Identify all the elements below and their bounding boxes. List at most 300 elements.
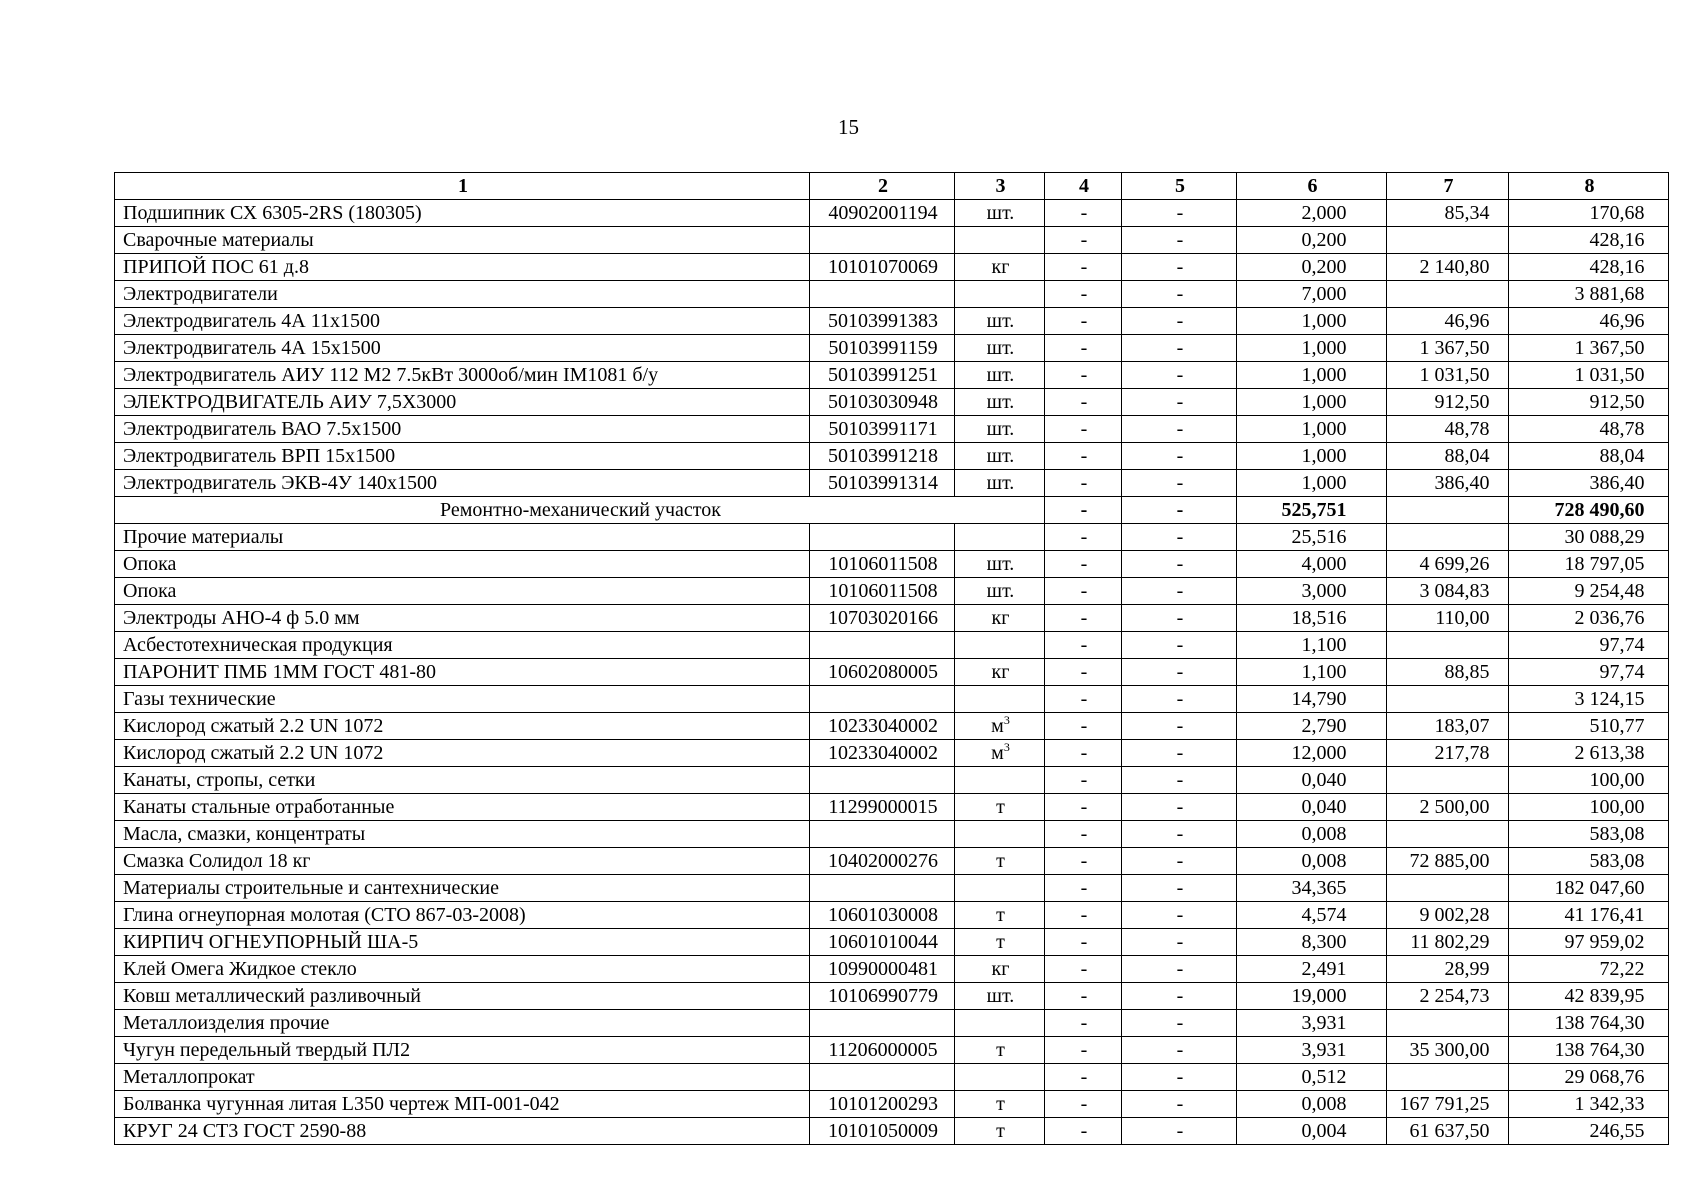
cell-unit: [955, 524, 1045, 551]
cell-code: 50103991218: [810, 443, 955, 470]
page-number: 15: [838, 115, 859, 139]
materials-table: [114, 172, 1669, 1145]
cell-name: Чугун передельный твердый ПЛ2: [115, 1037, 810, 1064]
table-row: [115, 227, 1669, 254]
cell-col4: -: [1045, 254, 1122, 281]
cell-col4: -: [1045, 362, 1122, 389]
cell-price: 4 699,26: [1387, 551, 1509, 578]
cell-sum: 97 959,02: [1509, 929, 1669, 956]
cell-sum: 2 613,38: [1509, 740, 1669, 767]
cell-col4: -: [1045, 1010, 1122, 1037]
unit-text: шт.: [986, 391, 1015, 413]
cell-code: 10101070069: [810, 254, 955, 281]
cell-sum: 30 088,29: [1509, 524, 1669, 551]
cell-price: 2 254,73: [1387, 983, 1509, 1010]
cell-col4: -: [1045, 551, 1122, 578]
cell-name: Электродвигатель 4А 11х1500: [115, 308, 810, 335]
cell-unit: [955, 200, 1045, 227]
cell-name: Электроды АНО-4 ф 5.0 мм: [115, 605, 810, 632]
cell-unit: [955, 848, 1045, 875]
table-row: [115, 605, 1669, 632]
cell-col4: -: [1045, 875, 1122, 902]
cell-sum: 728 490,60: [1509, 497, 1669, 524]
cell-name: Электродвигатель АИУ 112 М2 7.5кВт 3000об/мин IM1081 б/у: [115, 362, 810, 389]
cell-unit: [955, 659, 1045, 686]
unit-text: кг: [991, 256, 1010, 278]
cell-name: ПРИПОЙ ПОС 61 д.8: [115, 254, 810, 281]
unit-text: т: [996, 796, 1005, 818]
table-row: [115, 1064, 1669, 1091]
cell-qty: 1,000: [1237, 470, 1387, 497]
unit-text: м: [991, 742, 1004, 764]
unit-text: шт.: [986, 553, 1015, 575]
col-header-7: 7: [1387, 173, 1509, 200]
cell-col4: -: [1045, 308, 1122, 335]
unit-text: шт.: [986, 985, 1015, 1007]
cell-col4: -: [1045, 983, 1122, 1010]
cell-price: 72 885,00: [1387, 848, 1509, 875]
cell-name: ЭЛЕКТРОДВИГАТЕЛЬ АИУ 7,5Х3000: [115, 389, 810, 416]
cell-sum: 3 124,15: [1509, 686, 1669, 713]
col-header-1: 1: [115, 173, 810, 200]
cell-name: Ковш металлический разливочный: [115, 983, 810, 1010]
cell-name: Электродвигатель 4А 15х1500: [115, 335, 810, 362]
cell-code: 10703020166: [810, 605, 955, 632]
cell-name: Подшипник СХ 6305-2RS (180305): [115, 200, 810, 227]
cell-qty: 1,000: [1237, 389, 1387, 416]
cell-name: Сварочные материалы: [115, 227, 810, 254]
table-body: [115, 200, 1669, 1145]
cell-col5: -: [1122, 254, 1237, 281]
cell-price: 2 500,00: [1387, 794, 1509, 821]
table-row: [115, 632, 1669, 659]
cell-col4: -: [1045, 713, 1122, 740]
table-row: [115, 713, 1669, 740]
cell-price: 88,85: [1387, 659, 1509, 686]
unit-superscript: 3: [1003, 713, 1010, 727]
cell-price: [1387, 821, 1509, 848]
unit-text: т: [996, 1093, 1005, 1115]
cell-qty: 3,000: [1237, 578, 1387, 605]
cell-code: 11206000005: [810, 1037, 955, 1064]
cell-code: [810, 227, 955, 254]
cell-col5: -: [1122, 1118, 1237, 1145]
cell-unit: [955, 470, 1045, 497]
cell-qty: 14,790: [1237, 686, 1387, 713]
unit-text: шт.: [986, 202, 1015, 224]
cell-price: [1387, 497, 1509, 524]
cell-unit: [955, 686, 1045, 713]
cell-unit: [955, 794, 1045, 821]
col-header-4: 4: [1045, 173, 1122, 200]
cell-unit: [955, 308, 1045, 335]
col-header-3: 3: [955, 173, 1045, 200]
cell-sum: 42 839,95: [1509, 983, 1669, 1010]
cell-col5: -: [1122, 983, 1237, 1010]
unit-text: т: [996, 904, 1005, 926]
cell-sum: 18 797,05: [1509, 551, 1669, 578]
cell-col4: -: [1045, 443, 1122, 470]
table-row: [115, 902, 1669, 929]
cell-sum: 912,50: [1509, 389, 1669, 416]
cell-sum: 386,40: [1509, 470, 1669, 497]
cell-col4: -: [1045, 767, 1122, 794]
cell-unit: [955, 821, 1045, 848]
table-row: [115, 740, 1669, 767]
cell-col5: -: [1122, 929, 1237, 956]
cell-unit: [955, 389, 1045, 416]
unit-text: кг: [991, 958, 1010, 980]
table-row: [115, 254, 1669, 281]
cell-code: [810, 821, 955, 848]
cell-price: [1387, 875, 1509, 902]
cell-name: Электродвигатель ЭКВ-4У 140х1500: [115, 470, 810, 497]
cell-unit: [955, 1010, 1045, 1037]
cell-name: КРУГ 24 СТ3 ГОСТ 2590-88: [115, 1118, 810, 1145]
cell-col5: -: [1122, 605, 1237, 632]
cell-col4: -: [1045, 1037, 1122, 1064]
cell-col4: -: [1045, 470, 1122, 497]
cell-col4: -: [1045, 659, 1122, 686]
cell-col5: -: [1122, 1064, 1237, 1091]
cell-code: 10233040002: [810, 740, 955, 767]
cell-name: Масла, смазки, концентраты: [115, 821, 810, 848]
table-row: [115, 551, 1669, 578]
cell-qty: 19,000: [1237, 983, 1387, 1010]
table-row: [115, 389, 1669, 416]
col-header-2: 2: [810, 173, 955, 200]
table-row: [115, 956, 1669, 983]
cell-sum: 100,00: [1509, 794, 1669, 821]
cell-sum: 97,74: [1509, 632, 1669, 659]
cell-col5: -: [1122, 443, 1237, 470]
cell-qty: 1,100: [1237, 632, 1387, 659]
col-header-5: 5: [1122, 173, 1237, 200]
cell-qty: 34,365: [1237, 875, 1387, 902]
cell-qty: 0,004: [1237, 1118, 1387, 1145]
cell-code: [810, 875, 955, 902]
cell-price: [1387, 281, 1509, 308]
cell-code: 10101050009: [810, 1118, 955, 1145]
cell-sum: 100,00: [1509, 767, 1669, 794]
cell-col5: -: [1122, 659, 1237, 686]
cell-col5: -: [1122, 821, 1237, 848]
unit-text: м: [991, 715, 1004, 737]
table-row: [115, 470, 1669, 497]
cell-unit: [955, 362, 1045, 389]
table-row: [115, 362, 1669, 389]
cell-price: 88,04: [1387, 443, 1509, 470]
cell-col5: -: [1122, 632, 1237, 659]
cell-col4: -: [1045, 794, 1122, 821]
table-row: [115, 848, 1669, 875]
cell-name: Опока: [115, 578, 810, 605]
section-title: Ремонтно-механический участок: [115, 497, 1045, 524]
cell-col4: -: [1045, 632, 1122, 659]
cell-code: 11299000015: [810, 794, 955, 821]
cell-name: Кислород сжатый 2.2 UN 1072: [115, 740, 810, 767]
cell-sum: 182 047,60: [1509, 875, 1669, 902]
cell-qty: 0,008: [1237, 821, 1387, 848]
cell-col4: -: [1045, 605, 1122, 632]
cell-sum: 41 176,41: [1509, 902, 1669, 929]
cell-sum: 97,74: [1509, 659, 1669, 686]
cell-col4: -: [1045, 578, 1122, 605]
cell-col4: -: [1045, 902, 1122, 929]
table-row: [115, 929, 1669, 956]
cell-price: [1387, 632, 1509, 659]
cell-code: [810, 767, 955, 794]
cell-price: 110,00: [1387, 605, 1509, 632]
cell-qty: 4,574: [1237, 902, 1387, 929]
cell-col4: -: [1045, 335, 1122, 362]
cell-qty: 1,100: [1237, 659, 1387, 686]
cell-qty: 25,516: [1237, 524, 1387, 551]
cell-price: 48,78: [1387, 416, 1509, 443]
cell-unit: [955, 1037, 1045, 1064]
cell-qty: 2,000: [1237, 200, 1387, 227]
table-row: [115, 686, 1669, 713]
cell-qty: 3,931: [1237, 1037, 1387, 1064]
cell-sum: 29 068,76: [1509, 1064, 1669, 1091]
cell-col4: -: [1045, 686, 1122, 713]
cell-unit: [955, 902, 1045, 929]
unit-text: шт.: [986, 445, 1015, 467]
cell-sum: 246,55: [1509, 1118, 1669, 1145]
unit-text: т: [996, 1039, 1005, 1061]
cell-code: 10106011508: [810, 551, 955, 578]
table-row: [115, 1118, 1669, 1145]
cell-name: Газы технические: [115, 686, 810, 713]
cell-code: 50103991383: [810, 308, 955, 335]
cell-col5: -: [1122, 389, 1237, 416]
cell-price: [1387, 227, 1509, 254]
cell-col5: -: [1122, 362, 1237, 389]
table-row: [115, 659, 1669, 686]
cell-sum: 428,16: [1509, 227, 1669, 254]
cell-unit: [955, 740, 1045, 767]
cell-col5: -: [1122, 956, 1237, 983]
table-row: [115, 281, 1669, 308]
cell-name: Электродвигатель ВРП 15х1500: [115, 443, 810, 470]
cell-name: Смазка Солидол 18 кг: [115, 848, 810, 875]
cell-qty: 2,790: [1237, 713, 1387, 740]
cell-code: [810, 281, 955, 308]
table-row: [115, 416, 1669, 443]
table-row: [115, 335, 1669, 362]
cell-col5: -: [1122, 875, 1237, 902]
table-row: [115, 1037, 1669, 1064]
cell-sum: 170,68: [1509, 200, 1669, 227]
table-row: [115, 767, 1669, 794]
cell-code: 50103030948: [810, 389, 955, 416]
cell-price: [1387, 686, 1509, 713]
cell-price: 217,78: [1387, 740, 1509, 767]
cell-name: Клей Омега Жидкое стекло: [115, 956, 810, 983]
cell-name: Металлопрокат: [115, 1064, 810, 1091]
cell-col5: -: [1122, 524, 1237, 551]
cell-col5: -: [1122, 767, 1237, 794]
cell-code: [810, 1064, 955, 1091]
cell-col5: -: [1122, 578, 1237, 605]
cell-code: 10106011508: [810, 578, 955, 605]
cell-code: 10602080005: [810, 659, 955, 686]
cell-code: [810, 524, 955, 551]
cell-unit: [955, 1064, 1045, 1091]
table-row: [115, 200, 1669, 227]
cell-unit: [955, 416, 1045, 443]
cell-col4: -: [1045, 227, 1122, 254]
cell-sum: 1 342,33: [1509, 1091, 1669, 1118]
cell-code: 10990000481: [810, 956, 955, 983]
cell-qty: 1,000: [1237, 416, 1387, 443]
cell-name: ПАРОНИТ ПМБ 1ММ ГОСТ 481-80: [115, 659, 810, 686]
cell-qty: 3,931: [1237, 1010, 1387, 1037]
cell-qty: 0,040: [1237, 794, 1387, 821]
cell-col5: -: [1122, 416, 1237, 443]
cell-unit: [955, 1118, 1045, 1145]
cell-name: Материалы строительные и сантехнические: [115, 875, 810, 902]
cell-unit: [955, 983, 1045, 1010]
cell-qty: 12,000: [1237, 740, 1387, 767]
cell-price: 386,40: [1387, 470, 1509, 497]
cell-name: Электродвигатель ВАО 7.5х1500: [115, 416, 810, 443]
unit-text: шт.: [986, 337, 1015, 359]
cell-col4: -: [1045, 1064, 1122, 1091]
cell-sum: 138 764,30: [1509, 1010, 1669, 1037]
cell-qty: 18,516: [1237, 605, 1387, 632]
cell-price: 1 367,50: [1387, 335, 1509, 362]
cell-qty: 2,491: [1237, 956, 1387, 983]
col-header-8: 8: [1509, 173, 1669, 200]
cell-sum: 2 036,76: [1509, 605, 1669, 632]
cell-unit: [955, 254, 1045, 281]
cell-code: 10601030008: [810, 902, 955, 929]
cell-unit: [955, 335, 1045, 362]
table-row: [115, 578, 1669, 605]
cell-col5: -: [1122, 551, 1237, 578]
cell-sum: 510,77: [1509, 713, 1669, 740]
cell-unit: [955, 551, 1045, 578]
unit-superscript: 3: [1003, 740, 1010, 754]
cell-code: [810, 632, 955, 659]
cell-col4: -: [1045, 389, 1122, 416]
cell-col5: -: [1122, 686, 1237, 713]
cell-col4: -: [1045, 929, 1122, 956]
unit-text: кг: [991, 607, 1010, 629]
cell-col4: -: [1045, 848, 1122, 875]
cell-col5: -: [1122, 713, 1237, 740]
cell-col4: -: [1045, 497, 1122, 524]
unit-text: шт.: [986, 364, 1015, 386]
cell-name: Глина огнеупорная молотая (СТО 867-03-2008): [115, 902, 810, 929]
cell-code: 50103991314: [810, 470, 955, 497]
cell-unit: [955, 578, 1045, 605]
cell-code: 50103991159: [810, 335, 955, 362]
table-row: [115, 821, 1669, 848]
cell-code: 40902001194: [810, 200, 955, 227]
table-row: [115, 443, 1669, 470]
cell-price: 28,99: [1387, 956, 1509, 983]
unit-text: шт.: [986, 580, 1015, 602]
cell-col5: -: [1122, 470, 1237, 497]
cell-code: [810, 686, 955, 713]
cell-qty: 8,300: [1237, 929, 1387, 956]
cell-name: КИРПИЧ ОГНЕУПОРНЫЙ ША-5: [115, 929, 810, 956]
cell-qty: 0,008: [1237, 848, 1387, 875]
cell-col5: -: [1122, 848, 1237, 875]
cell-col5: -: [1122, 902, 1237, 929]
cell-code: 10106990779: [810, 983, 955, 1010]
cell-name: Металлоизделия прочие: [115, 1010, 810, 1037]
header-row: [115, 173, 1669, 200]
table-row: [115, 875, 1669, 902]
cell-price: 11 802,29: [1387, 929, 1509, 956]
cell-qty: 4,000: [1237, 551, 1387, 578]
cell-qty: 0,008: [1237, 1091, 1387, 1118]
cell-qty: 7,000: [1237, 281, 1387, 308]
cell-qty: 0,040: [1237, 767, 1387, 794]
unit-text: шт.: [986, 472, 1015, 494]
cell-col5: -: [1122, 794, 1237, 821]
cell-code: 10233040002: [810, 713, 955, 740]
unit-text: кг: [991, 661, 1010, 683]
cell-price: 85,34: [1387, 200, 1509, 227]
table-row: [115, 1010, 1669, 1037]
cell-sum: 46,96: [1509, 308, 1669, 335]
cell-price: 2 140,80: [1387, 254, 1509, 281]
cell-code: 50103991171: [810, 416, 955, 443]
cell-name: Канаты стальные отработанные: [115, 794, 810, 821]
unit-text: шт.: [986, 418, 1015, 440]
cell-col4: -: [1045, 281, 1122, 308]
cell-col4: -: [1045, 524, 1122, 551]
cell-price: 912,50: [1387, 389, 1509, 416]
cell-unit: [955, 281, 1045, 308]
cell-price: [1387, 1064, 1509, 1091]
unit-text: шт.: [986, 310, 1015, 332]
cell-name: Кислород сжатый 2.2 UN 1072: [115, 713, 810, 740]
cell-qty: 0,200: [1237, 227, 1387, 254]
cell-code: 10601010044: [810, 929, 955, 956]
cell-name: Опока: [115, 551, 810, 578]
cell-price: 9 002,28: [1387, 902, 1509, 929]
cell-sum: 9 254,48: [1509, 578, 1669, 605]
unit-text: т: [996, 931, 1005, 953]
cell-price: [1387, 1010, 1509, 1037]
cell-qty: 1,000: [1237, 362, 1387, 389]
cell-sum: 1 031,50: [1509, 362, 1669, 389]
cell-code: 10101200293: [810, 1091, 955, 1118]
cell-unit: [955, 956, 1045, 983]
table-row: [115, 308, 1669, 335]
cell-price: 1 031,50: [1387, 362, 1509, 389]
cell-col5: -: [1122, 1010, 1237, 1037]
cell-code: 10402000276: [810, 848, 955, 875]
table-row: [115, 524, 1669, 551]
cell-price: 35 300,00: [1387, 1037, 1509, 1064]
cell-unit: [955, 875, 1045, 902]
cell-col5: -: [1122, 1091, 1237, 1118]
cell-sum: 3 881,68: [1509, 281, 1669, 308]
cell-unit: [955, 767, 1045, 794]
cell-unit: [955, 1091, 1045, 1118]
cell-code: 50103991251: [810, 362, 955, 389]
cell-qty: 1,000: [1237, 335, 1387, 362]
cell-col4: -: [1045, 416, 1122, 443]
cell-price: 61 637,50: [1387, 1118, 1509, 1145]
cell-col4: -: [1045, 821, 1122, 848]
